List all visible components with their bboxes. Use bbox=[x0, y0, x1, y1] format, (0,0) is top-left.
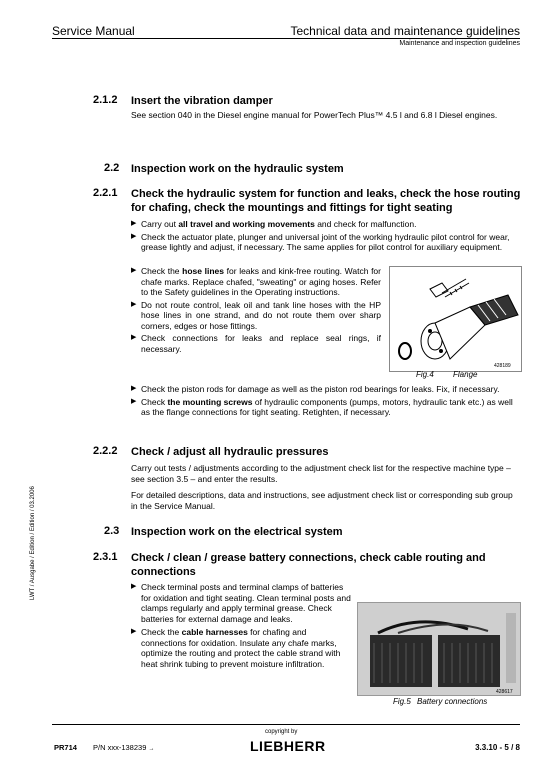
page-number: 3.3.10 - 5 / 8 bbox=[475, 743, 520, 752]
section-text: For detailed descriptions, data and instructions, see adjustment check list or corresponding sub group in the Service Manual. bbox=[131, 490, 513, 511]
figure-number: Fig.4 bbox=[416, 370, 434, 379]
figure-caption: Battery connections bbox=[417, 697, 488, 706]
bullet-list bbox=[131, 384, 523, 420]
figure-caption: Flange bbox=[453, 370, 478, 379]
list-item: ▶ Check the cable harnesses for chafing and connections for oxidation. Insulate any chafe marks, optimize the routing and protect the cable strand with heat shrink tubing to prevent moisture infiltration. bbox=[131, 627, 341, 669]
list-item: ▶ Carry out all travel and working movements and check for malfunction. bbox=[131, 219, 417, 229]
section-title: Inspection work on the hydraulic system bbox=[131, 163, 344, 175]
battery-photo bbox=[357, 602, 521, 696]
arrow-icon: ▶ bbox=[131, 583, 137, 590]
arrow-icon: ▶ bbox=[131, 628, 137, 635]
section-title: Check / clean / grease battery connections, check cable routing and connections bbox=[131, 552, 486, 578]
header-chapter-title: Technical data and maintenance guidelines bbox=[290, 24, 520, 38]
list-item: ▶ Do not route control, leak oil and tank line hoses with the HP hose lines in one strand, and do not route them over sharp corners, edges or hose fittings. bbox=[131, 299, 381, 331]
list-item: ▶ Check connections for leaks and replace seal rings, if necessary. bbox=[131, 333, 381, 354]
section-text: Carry out tests / adjustments according to the adjustment check list for the respective machine type – see section 3.5 – and enter the results. bbox=[131, 463, 511, 484]
arrow-icon: ▶ bbox=[131, 232, 137, 240]
arrow-icon: ▶ bbox=[131, 334, 137, 341]
bullet-list bbox=[131, 219, 523, 255]
section-title: Insert the vibration damper bbox=[131, 95, 273, 107]
figure-number: Fig.5 bbox=[393, 697, 411, 706]
list-item: ▶ Check the mounting screws of hydraulic components (pumps, motors, hydraulic tank etc.) as well as the flange connections for tight seating. Retighten, if necessary. bbox=[131, 396, 513, 417]
svg-text:428617: 428617 bbox=[496, 689, 513, 695]
header-manual-title: Service Manual bbox=[52, 24, 135, 38]
arrow-icon: ▶ bbox=[131, 385, 137, 392]
arrow-icon: ▶ bbox=[131, 397, 137, 405]
flange-illustration bbox=[390, 267, 521, 371]
arrow-icon: ▶ bbox=[131, 267, 137, 274]
model-number: PR714 bbox=[54, 743, 77, 752]
arrow-icon: ▶ bbox=[131, 300, 137, 308]
list-item: ▶ Check the piston rods for damage as well as the piston rod bearings for leaks. Fix, if necessary. bbox=[131, 384, 500, 394]
list-item: ▶ Check the actuator plate, plunger and universal joint of the working hydraulic pilot control for wear, grease lightly and adjust, if necessary. The same applies for pilot control for auxiliary equipment. bbox=[131, 231, 510, 252]
list-item: ▶ Check the hose lines for leaks and kink-free routing. Watch for chafe marks. Replace chafed, "sweating" or aging hoses. Refer to the Safety guidelines in the Operating instructions. bbox=[131, 266, 381, 297]
section-text: See section 040 in the Diesel engine manual for PowerTech Plus™ 4.5 l and 6.8 l Diesel engines. bbox=[131, 110, 498, 120]
section-number: 2.2.1 bbox=[93, 187, 118, 199]
arrow-icon: ▶ bbox=[131, 220, 137, 227]
section-number: 2.3.1 bbox=[93, 551, 118, 563]
section-title: Check the hydraulic system for function and leaks, check the hose routing for chafing, check the mountings and fittings for tight seating bbox=[131, 188, 521, 214]
section-number: 2.1.2 bbox=[93, 94, 118, 106]
header-subtitle: Maintenance and inspection guidelines bbox=[399, 40, 520, 47]
bullet-list bbox=[131, 582, 351, 671]
flange-figure bbox=[389, 266, 522, 372]
section-number: 2.3 bbox=[104, 525, 120, 537]
section-title: Inspection work on the electrical system bbox=[131, 526, 343, 538]
footer-rule bbox=[52, 724, 520, 725]
section-number: 2.2.2 bbox=[93, 445, 118, 457]
arrow-right-icon: → bbox=[148, 746, 155, 752]
part-number: P/N xxx-138239 → bbox=[93, 743, 155, 752]
header-rule bbox=[52, 38, 520, 39]
liebherr-logo: LIEBHERR bbox=[250, 738, 326, 754]
section-title: Check / adjust all hydraulic pressures bbox=[131, 446, 329, 458]
list-item: ▶ Check terminal posts and terminal clamps of batteries for oxidation and tight seating. Clean terminal posts and clamps regularly and apply terminal grease. Check batteries for external damage and leaks. bbox=[131, 582, 351, 624]
copyright-label: copyright by bbox=[265, 729, 298, 735]
edition-note: LWT / Ausgabe / Edition / Edition / 03.2006 bbox=[30, 486, 36, 600]
section-number: 2.2 bbox=[104, 162, 120, 174]
bullet-list bbox=[131, 266, 381, 356]
battery-illustration bbox=[358, 603, 520, 695]
svg-text:428189: 428189 bbox=[494, 363, 511, 369]
